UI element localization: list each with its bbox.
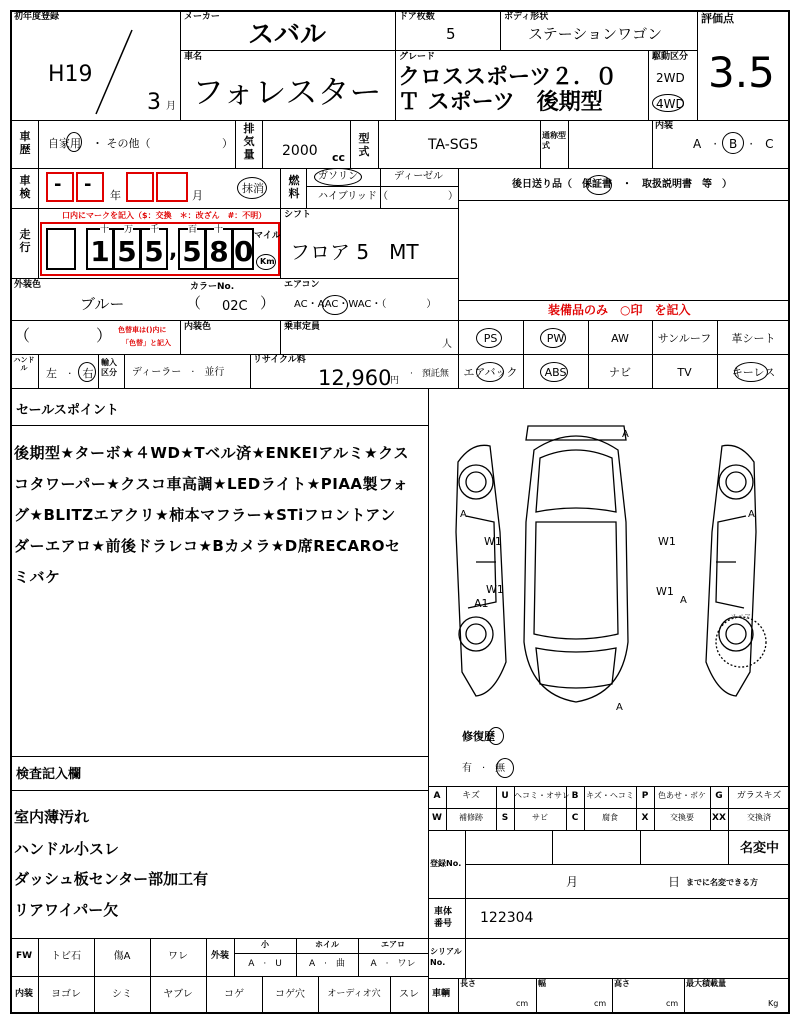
serial-label: シリアルNo. [430,947,462,967]
repair-label: 修復歴 [462,730,495,743]
odo-comma: , [169,238,178,263]
legend-a: A [433,791,441,801]
ext-color-label: 外装色 [14,280,42,290]
capacity-unit: 人 [442,339,452,350]
common-label: 通称型式 [542,131,566,150]
odo-digit-6: 0 [232,228,254,270]
doors-value: 5 [446,25,456,43]
insp-dash-2: - [84,174,92,195]
disp-unit: cc [332,151,346,164]
fw-label: FW [15,951,33,961]
fuel-paren: （ ） [378,191,458,202]
damage-w1-left-1: W1 [484,535,502,548]
odo-digit-4: 5 [178,228,206,270]
aircon-options: AC・AAC・WAC・（ ） [294,299,437,310]
equip-pw: PW [546,332,565,345]
odo-km: Km [260,257,275,266]
legend-sabi: サビ [532,813,548,822]
ext-small-value: A · U [248,959,282,969]
model-value: TA-SG5 [428,137,479,153]
insp-box-3 [126,172,154,202]
legend-kokanzumi: 交換済 [747,813,771,822]
circle-repair-none [496,758,514,778]
grade-label: グレード [399,52,436,62]
int-label: 内装 [655,121,674,131]
circle-ps [476,328,502,348]
color-paren-open: （ [186,294,202,312]
recycle-value: 12,960 [318,366,392,390]
drive-4wd: 4WD [656,97,685,111]
first-reg-month: 3 [147,90,161,115]
body-value: ステーションワゴン [528,25,663,43]
fw-kizu-a: 傷A [113,951,131,962]
color-paren-close: ） [260,294,276,312]
damage-a-rear: A [622,429,629,440]
score-value: 3.5 [708,48,775,97]
sales-label: セールスポイント [16,403,119,418]
damage-a-front: A [616,702,623,713]
legend-hoshu: 補修跡 [459,813,483,822]
legend-x: X [641,813,649,823]
sales-line-5: ミバケ [14,568,61,586]
equip-tv: TV [677,366,692,379]
shift-value: フロア 5 MT [290,240,419,264]
circle-abs [540,362,568,382]
size-width-unit: cm [594,999,607,1008]
damage-w1-right-2: W1 [656,585,674,598]
size-length-unit: cm [516,999,529,1008]
equip-sunroof: サンルーフ [657,332,712,345]
fuel-label: 燃料 [288,174,300,200]
int-yogore: ヨゴレ [51,989,81,1000]
car-diagram [436,412,776,722]
legend-kizu: キズ [462,791,480,801]
recycle-deposit: · 預託無 [410,369,449,379]
import-label: 輸入区分 [101,358,117,377]
grade-line1: クロススポーツ２．０ [398,65,618,90]
legend-kizuhekomi: キズ・ヘコミ [586,791,634,800]
legend-glass: ガラスキズ [736,791,782,801]
equip-navi: ナビ [609,366,631,379]
legend-u: U [501,791,509,801]
insp-month-unit: 月 [192,189,203,202]
circle-private [66,132,82,152]
equip-abs: ABS [544,366,567,379]
int-shimi: シミ [112,989,132,1000]
drive-2wd: 2WD [656,71,685,85]
color-no-label: カラーNo. [190,282,235,292]
chassis-value: 122304 [480,910,534,926]
size-label: 車輌 [432,989,451,999]
circle-int-b [722,132,744,154]
color-no-value: 02C [222,299,248,314]
equip-keyless: キーレス [731,366,776,379]
int-audio: オーディオ穴 [327,989,381,999]
circle-pw [540,328,566,348]
legend-fushoku: 腐食 [602,813,618,822]
odo-digit-1: 1 [86,228,114,270]
disp-label: 排気量 [243,122,255,161]
circle-expired [237,177,267,199]
legend-c: C [571,813,579,823]
color2-paren-close: ） [96,326,113,345]
reg-label: 車歴 [19,130,31,156]
circle-4wd [652,94,684,112]
damage-a-right-rear: A [680,595,687,606]
legend-w: W [432,813,442,823]
chassis-label: 車体番号 [434,907,453,929]
odo-digit-3: 5 [140,228,168,270]
grade-line2: Ｔ スポーツ 後期型 [398,90,603,115]
ext-wheel-value: A · 曲 [308,959,346,969]
import-value: ディーラー · 並行 [132,367,225,378]
inspect-line-1: 室内薄汚れ [14,808,90,826]
fuel-diesel: ディーゼル [394,171,443,182]
capacity-label: 乗車定員 [284,322,321,332]
legend-p: P [641,791,649,801]
ext-color-value: ブルー [80,295,125,313]
odo-unit-2: 万 [124,225,134,235]
body-label: ボディ形状 [504,12,549,22]
size-height: 高さ [614,979,630,988]
maker-value: スバル [248,20,327,50]
docs-text: 後日送り品（ 保証書 ・ 取扱説明書 等 ） [512,179,732,190]
odo-unit-4: 百 [188,225,198,235]
maker-label: メーカー [184,12,220,22]
inspection-label: 車検 [19,174,31,200]
insp-dash-1: - [54,174,62,195]
handle-value: 左 · 右 [46,367,94,380]
damage-w1-left-2: W1 [486,583,504,596]
handle-label: ハンドル [13,356,35,372]
odo-unit-5: 十 [214,225,224,235]
legend-iroase: 色あせ・ボケ [658,791,706,800]
equip-header: 装備品のみ ○印 を記入 [548,303,691,317]
damage-a-right-front: A [748,509,755,520]
doors-label: ドア枚数 [399,12,435,22]
color2-paren-open: （ [14,326,31,345]
fw-tobiishi: トビ石 [51,951,81,962]
legend-hekomi: ヘコミ・オサレ [514,791,570,800]
ext-small-label: 小 [261,940,269,949]
ext-aero-value: A · ワレ [370,959,416,969]
damage-w1-right-1: W1 [658,535,676,548]
circle-keyless [734,362,768,382]
circle-warranty [586,175,612,195]
month-unit: 月 [166,101,176,112]
int-row-label: 内装 [14,989,33,999]
carname-label: 車名 [184,52,203,62]
size-length: 長さ [460,979,476,988]
insp-box-4 [156,172,188,202]
size-width: 幅 [538,979,546,988]
ext-wheel-label: ホイル [315,940,339,949]
size-height-unit: cm [666,999,679,1008]
circle-aac [322,295,348,315]
odo-label: 走行 [19,228,31,254]
recycle-label: リサイクル料 [253,355,306,365]
odo-digit-5: 8 [205,228,233,270]
regno-label: 登録No. [430,859,462,868]
slash-mark [92,28,136,116]
sales-line-3: グ★BLITZエアクリ★柿本マフラー★STiフロントアン [14,506,396,524]
sales-line-1: 後期型★ターボ★４WD★Tベル済★ENKEIアルミ★クス [14,444,409,462]
size-maxload: 最大積載量 [686,979,726,988]
color-note2: 「色替」と記入 [122,339,171,347]
repair-value: 有 · 無 [462,763,506,774]
odo-digit-2: 5 [113,228,141,270]
size-maxload-unit: Kg [768,999,779,1008]
carname-value: フォレスター [192,73,382,111]
odo-mile: マイル [254,231,281,241]
odo-unit-3: 千 [150,225,160,235]
drive-label: 駆動区分 [652,52,689,62]
circle-right [78,362,96,382]
color-note1: 色替車は()内に [118,326,167,334]
damage-a-left-front: A [460,509,467,520]
fuel-gasoline: ガソリン [318,171,358,182]
aircon-label: エアコン [284,280,320,290]
inspect-line-3: ダッシュ板センター部加工有 [14,870,209,888]
int-sure: スレ [399,989,419,1000]
first-reg-label: 初年度登録 [14,12,60,22]
circle-km [256,254,276,270]
regno-deadline: までに名変できる方 [686,878,758,887]
model-label: 型式 [358,132,370,158]
damage-a1-left: A1 [474,597,489,610]
insp-year-unit: 年 [110,189,121,202]
score-label: 評価点 [701,12,734,25]
legend-g: G [715,791,723,801]
odo-note: 口内にマークを記入（$：交換 ＊：改ざん #：不明） [62,211,267,220]
circle-repair-label [488,727,504,745]
odo-mark-box [46,228,76,270]
insp-expired: 抹消 [242,182,264,195]
ext-label: 外装 [210,951,229,961]
legend-kokanyo: 交換要 [670,813,694,822]
circle-airbag [476,362,504,382]
shift-label: シフト [284,210,312,220]
spare-label: スペア [730,613,751,621]
first-reg-era: H19 [48,62,93,87]
int-yabure: ヤブレ [163,989,193,1000]
legend-xx: XX [712,813,726,823]
int-kogeana: コゲ穴 [275,989,305,1000]
ext-aero-label: エアロ [381,940,405,949]
legend-s: S [501,813,509,823]
regno-month: 月 [566,875,579,889]
int-color-label: 内装色 [184,322,212,332]
inspect-line-4: リアワイパー欠 [14,901,119,919]
sales-line-2: コタワーパー★クスコ車高調★LEDライト★PIAA製フォ [14,475,409,493]
recycle-unit: 円 [390,376,400,386]
regno-day: 日 [668,875,681,889]
usage-value: 自家用 ・ その他（ [48,137,151,150]
circle-gasoline [314,168,362,186]
int-grades: A · B · C [693,137,774,151]
usage-paren: ） [222,137,233,150]
disp-value: 2000 [282,143,318,159]
equip-airbag: エアバック [463,366,518,379]
sales-line-4: ダーエアロ★前後ドラレコ★Bカメラ★D席RECAROセ [14,537,401,555]
equip-aw: AW [611,332,629,345]
odo-unit-1: 十 [100,225,110,235]
inspect-label: 検査記入欄 [16,767,82,782]
legend-b: B [571,791,579,801]
inspect-line-2: ハンドル小スレ [14,840,120,858]
regno-meihen: 名変中 [740,841,780,856]
equip-leather: 革シート [731,332,776,345]
fw-ware: ワレ [168,951,188,962]
equip-ps: PS [483,332,498,345]
fuel-hybrid: ハイブリッド [318,191,377,202]
int-koge: コゲ [224,989,244,1000]
